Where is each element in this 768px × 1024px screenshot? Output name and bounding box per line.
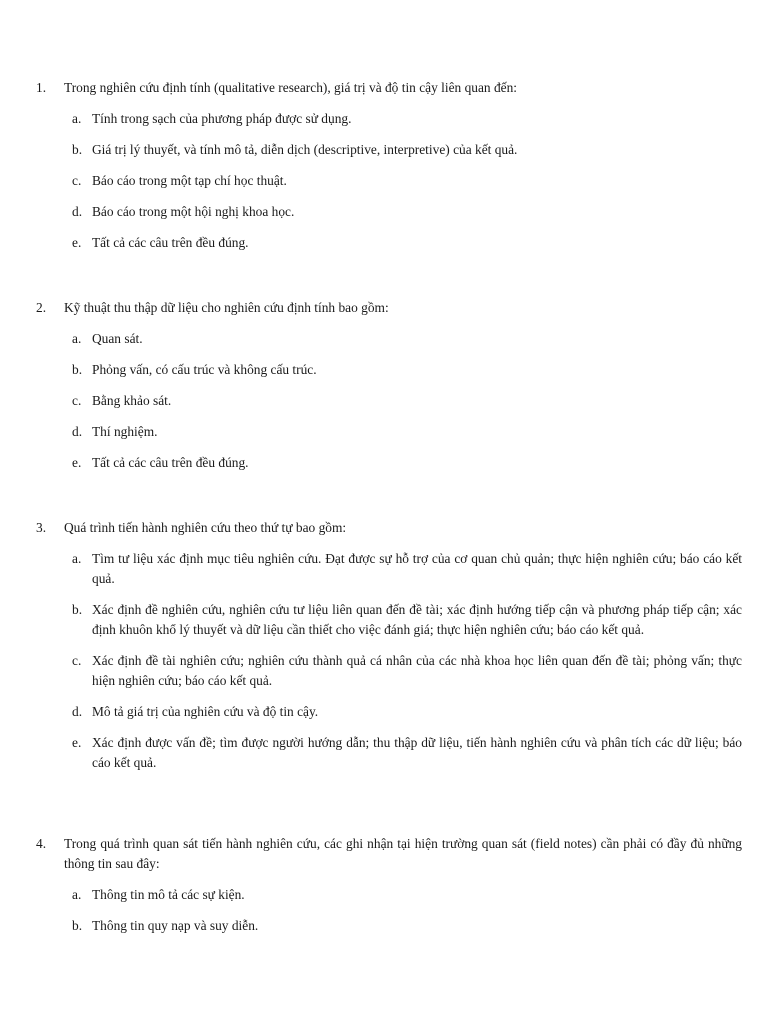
- option-letter: a.: [72, 887, 82, 902]
- question-number: 4.: [36, 836, 47, 851]
- option-text: Báo cáo trong một tạp chí học thuật.: [92, 173, 287, 188]
- option-3a: [36, 549, 742, 589]
- option-letter: a.: [72, 551, 82, 566]
- option-3c: [36, 651, 742, 691]
- option-letter: d.: [72, 704, 83, 719]
- option-letter: e.: [72, 455, 82, 470]
- option-3e: [36, 733, 742, 773]
- option-letter: b.: [72, 918, 83, 933]
- option-letter: b.: [72, 602, 83, 617]
- option-text: Giá trị lý thuyết, và tính mô tả, diễn dịch (descriptive, interpretive) của kết quả.: [92, 142, 518, 157]
- question-text: Trong quá trình quan sát tiến hành nghiên cứu, các ghi nhận tại hiện trường quan sát (field notes) cần phải có đầy đủ những thông tin sau đây:: [64, 836, 742, 871]
- option-text: Mô tả giá trị của nghiên cứu và độ tin cậy.: [92, 704, 319, 719]
- option-1d: [36, 202, 742, 222]
- option-1b: [36, 140, 742, 160]
- option-text: Phỏng vấn, có cấu trúc và không cấu trúc.: [92, 362, 317, 377]
- option-text: Xác định đề nghiên cứu, nghiên cứu tư liệu liên quan đến đề tài; xác định hướng tiếp cận và phương pháp tiếp cận; xác định khuôn khổ lý thuyết và dữ liệu cần thiết cho việc đánh giá; thực hiện nghiên cứu; báo cáo kết quả.: [92, 602, 742, 637]
- option-letter: e.: [72, 235, 82, 250]
- option-letter: e.: [72, 735, 82, 750]
- option-2c: [36, 391, 742, 411]
- option-text: Tất cả các câu trên đều đúng.: [92, 235, 249, 250]
- option-text: Tìm tư liệu xác định mục tiêu nghiên cứu. Đạt được sự hỗ trợ của cơ quan chủ quản; thực hiện nghiên cứu; báo cáo kết quả.: [92, 551, 742, 586]
- option-letter: d.: [72, 204, 83, 219]
- question-4-stem: [36, 834, 742, 874]
- option-letter: b.: [72, 142, 83, 157]
- option-text: Báo cáo trong một hội nghị khoa học.: [92, 204, 295, 219]
- option-2e: [36, 453, 742, 473]
- option-2a: [36, 329, 742, 349]
- option-letter: b.: [72, 362, 83, 377]
- question-1-options: [36, 109, 742, 253]
- question-4-options: [36, 885, 742, 936]
- option-letter: c.: [72, 173, 82, 188]
- option-text: Thông tin quy nạp và suy diễn.: [92, 918, 259, 933]
- option-3d: [36, 702, 742, 722]
- question-text: Trong nghiên cứu định tính (qualitative research), giá trị và độ tin cậy liên quan đến:: [64, 80, 517, 95]
- question-number: 1.: [36, 80, 47, 95]
- option-text: Tính trong sạch của phương pháp được sử dụng.: [92, 111, 352, 126]
- option-text: Tất cả các câu trên đều đúng.: [92, 455, 249, 470]
- question-1-stem: [36, 78, 742, 98]
- question-4: [36, 834, 742, 947]
- question-number: 2.: [36, 300, 47, 315]
- question-2-stem: [36, 298, 742, 318]
- option-1e: [36, 233, 742, 253]
- question-3-stem: [36, 518, 742, 538]
- option-text: Thí nghiệm.: [92, 424, 158, 439]
- question-text: Kỹ thuật thu thập dữ liệu cho nghiên cứu định tính bao gồm:: [64, 300, 389, 315]
- option-1c: [36, 171, 742, 191]
- option-4b: [36, 916, 742, 936]
- question-3-options: [36, 549, 742, 773]
- option-4a: [36, 885, 742, 905]
- question-2-options: [36, 329, 742, 473]
- question-text: Quá trình tiến hành nghiên cứu theo thứ tự bao gồm:: [64, 520, 347, 535]
- option-letter: a.: [72, 331, 82, 346]
- question-2: [36, 298, 742, 484]
- option-text: Thông tin mô tả các sự kiện.: [92, 887, 245, 902]
- option-letter: d.: [72, 424, 83, 439]
- option-letter: a.: [72, 111, 82, 126]
- option-1a: [36, 109, 742, 129]
- option-text: Xác định được vấn đề; tìm được người hướng dẫn; thu thập dữ liệu, tiến hành nghiên cứu và phân tích các dữ liệu; báo cáo kết quả.: [92, 735, 742, 770]
- option-text: Xác định đề tài nghiên cứu; nghiên cứu thành quả cá nhân của các nhà khoa học liên quan đến đề tài; phỏng vấn; thực hiện nghiên cứu; báo cáo kết quả.: [92, 653, 742, 688]
- option-2d: [36, 422, 742, 442]
- option-letter: c.: [72, 653, 82, 668]
- option-text: Quan sát.: [92, 331, 143, 346]
- question-1: [36, 78, 742, 264]
- option-2b: [36, 360, 742, 380]
- option-text: Bằng khảo sát.: [92, 393, 172, 408]
- question-number: 3.: [36, 520, 47, 535]
- option-letter: c.: [72, 393, 82, 408]
- question-3: [36, 518, 742, 784]
- option-3b: [36, 600, 742, 640]
